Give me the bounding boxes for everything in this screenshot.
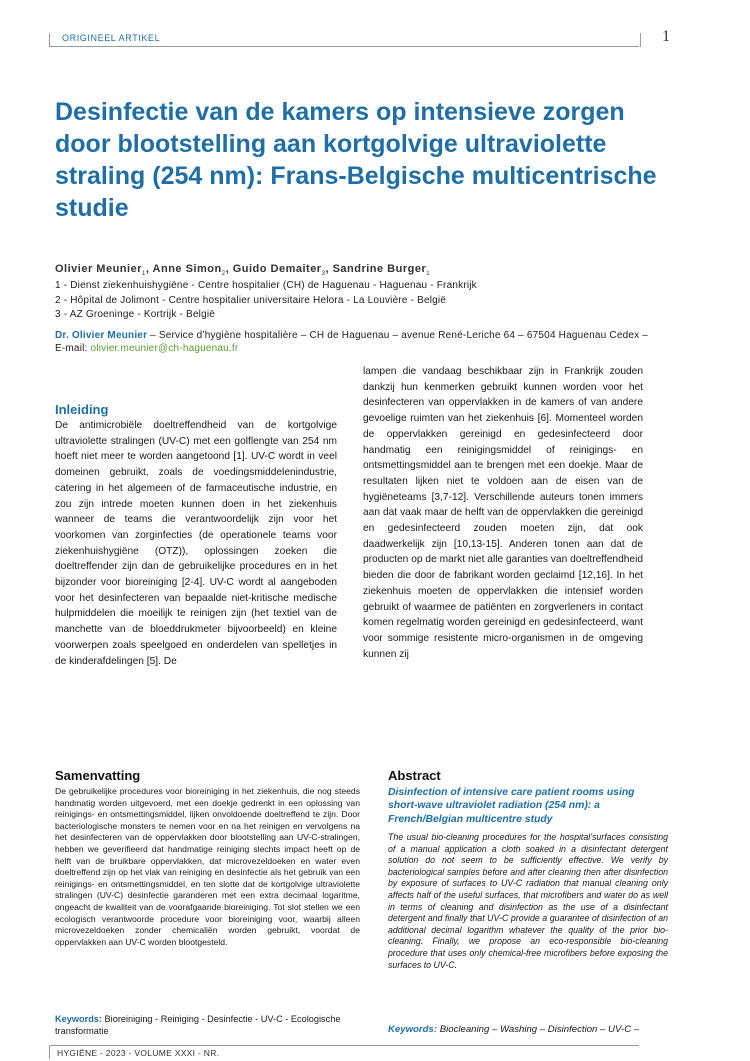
keywords-values: Bioreiniging - Reiniging - Desinfectie - UV-C - Ecologische transformatie bbox=[55, 1014, 341, 1036]
abstract-keywords bbox=[388, 1024, 668, 1035]
section-label: ORIGINEEL ARTIKEL bbox=[62, 33, 161, 43]
summary-heading: Samenvatting bbox=[55, 768, 141, 783]
footer-journal-info: HYGIËNE - 2023 - VOLUME XXXI - NR. bbox=[57, 1048, 220, 1058]
header-right-rule bbox=[640, 33, 641, 47]
header-rule bbox=[49, 46, 639, 47]
keywords-label: Keywords: bbox=[55, 1014, 102, 1024]
footer-left-rule bbox=[49, 1045, 50, 1059]
abstract-text: The usual bio-cleaning procedures for the hospital’surfaces consisting of a manual application a cloth soaked in a disinfectant detergent solution do not seem to be sufficiently effective. We verify by bacteriological samples before and after cleaning then after disinfection by exposure of surfaces to UV-C radiation that manual cleaning only affects half of the useful surfaces, that microfibers and water do as well in terms of cleaning and disinfection as the use of a disinfectant detergent and finally that UV-C provide a guarantee of disinfection of an additional decimal logarithm whatever the quality of the prior bio-cleaning. Finally, we propose an eco-responsible bio-cleaning procedure that uses only chemical-free microfibers before exposing the surfaces to UV-C. bbox=[388, 832, 668, 970]
author-name: Olivier Meunier bbox=[55, 263, 142, 275]
keywords-values: Biocleaning – Washing – Disinfection – UV-C – bbox=[437, 1024, 640, 1035]
correspondence-name: Dr. Olivier Meunier bbox=[55, 330, 148, 341]
affiliation-1: 1 - Dienst ziekenhuishygiëne - Centre hospitalier (CH) de Haguenau - Haguenau - Frankrijk bbox=[55, 280, 477, 291]
author-affiliation-index: 2 bbox=[221, 271, 226, 278]
summary-text: De gebruikelijke procedures voor bioreiniging in het ziekenhuis, die nog steeds handmatig worden uitgevoerd, met een doekje gedrenkt in een oplossing van reinigings- en ontsmettingsmiddel, lijken onvoldoende doeltreffend te zijn. Door bacteriologische monsters te nemen voor en na het reinigen en vervolgens na het desinfecteren van de oppervlakken door blootstelling aan UV-C-stralingen, hebben we geverifieerd dat handmatige reiniging slechts impact heeft op de helft van de bruikbare oppervlakken, dat microvezeldoeken en water even doeltreffend zijn op het vlak van reiniging en desinfectie als het gebruik van een reinigings- en ontsmettingsmiddel, en ten slotte dat de kortgolvige ultraviolette stralingen (UV-C) desinfectie garanderen met een extra decimaal logaritme, ongeacht de kwaliteit van de voorafgaande bioreiniging. Tot slot stellen we een ecologisch verantwoorde procedure voor bioreiniging voor, waarbij alleen microvezeldoeken zonder chemicaliën worden gebruikt, voordat de oppervlakken aan UV-C worden blootgesteld. bbox=[55, 786, 360, 947]
article-title: Desinfectie van de kamers op intensieve zorgen door blootstelling aan kortgolvige ultraviolette straling (254 nm): Frans-Belgische multicentrische studie bbox=[55, 98, 657, 222]
author-separator: , bbox=[325, 263, 333, 275]
intro-left-column: De antimicrobiële doeltreffendheid van de kortgolvige ultraviolette stralingen (UV-C) met een golflengte van 254 nm hoeft niet meer te worden aangetoond [1]. UV-C wordt in veel domeinen gebruikt, zoals de voedingsmiddelenindustrie, catering in het algemeen of de farmaceutische industrie, en zou zijn intrede moeten kunnen doen in het ziekenhuis wanneer de teams die verantwoordelijk zijn voor het voorkomen van zorginfecties (de operationele teams voor ziekenhuishygiëne (OTZ)), oplossingen zoeken die doeltreffender zijn dan de gebruikelijke procedures en in het bijzonder voor bioreiniging [2-4]. UV-C wordt al aangeboden voor het desinfecteren van bepaalde niet-kritische medische hulpmiddelen die moeilijk te reinigen zijn (het textiel van de manchette van de bloeddrukmeter bijvoorbeeld) en kleine voorwerpen zoals speelgoed en onderdelen van spelletjes in de kinderafdelingen [5]. De bbox=[55, 420, 337, 667]
abstract-title: Disinfection of intensive care patient rooms using short-wave ultraviolet radiation (254 nm): a French/Belgian multicentre study bbox=[388, 787, 635, 825]
author-name: Sandrine Burger bbox=[332, 263, 427, 275]
affiliation-2: 2 - Hôpital de Jolimont - Centre hospitalier universitaire Helora - La Louvière - België bbox=[55, 295, 447, 306]
author-list bbox=[55, 263, 430, 277]
author-name: Guido Demaiter bbox=[232, 263, 322, 275]
footer-rule bbox=[49, 1045, 639, 1046]
author-separator: , bbox=[225, 263, 233, 275]
correspondence bbox=[55, 329, 655, 355]
summary-keywords bbox=[55, 1014, 360, 1037]
affiliation-3: 3 - AZ Groeninge - Kortrijk - België bbox=[55, 309, 216, 320]
abstract-heading: Abstract bbox=[388, 768, 441, 783]
intro-right-column: lampen die vandaag beschikbaar zijn in Frankrijk zouden dankzij hun kenmerken gebruikt kunnen worden voor het desinfecteren van oppervlakken in de kamers of van andere gevoelige ruimten van het ziekenhuis [6]. Momenteel worden de oppervlakken gereinigd en gedesinfecteerd door handmatig een reinigingsmiddel of reinigings- en ontsmettingsmiddel aan te brengen met een doekje. Maar de resultaten lijken niet te voldoen aan de eisen van de hygiëneteams [3,7-12]. Verschillende auteurs tonen immers aan dat vaak maar de helft van de oppervlakken die gereinigd en gedesinfecteerd zouden moeten zijn, dat ook daadwerkelijk zijn [10,13-15]. Anderen tonen aan dat de producten op de markt niet alle garanties van doeltreffendheid bieden die door de fabrikant worden geclaimd [12,16]. In het ziekenhuis moeten de oppervlakken die intensief worden gebruikt of waarmee de patiënten en zorgverleners in contact komen regelmatig worden gereinigd en gedesinfecteerd, want voor sommige resistente micro-organismen in de omgeving kunnen zij bbox=[363, 366, 643, 660]
correspondence-email-link[interactable]: olivier.meunier@ch-haguenau.fr bbox=[90, 343, 239, 354]
author-affiliation-index: 3 bbox=[321, 271, 326, 278]
author-name: Anne Simon bbox=[152, 263, 222, 275]
keywords-label: Keywords: bbox=[388, 1024, 438, 1035]
intro-heading: Inleiding bbox=[55, 402, 109, 417]
author-separator: , bbox=[145, 263, 153, 275]
page-number: 1 bbox=[662, 28, 670, 45]
author-affiliation-index: 1 bbox=[141, 271, 146, 278]
correspondence-address: – Service d’hygiène hospitalière – CH de Haguenau – avenue René-Leriche 64 – 67504 Haguenau Cedex – E-mail: bbox=[55, 330, 649, 354]
header-left-rule bbox=[49, 33, 50, 47]
author-affiliation-index: 1 bbox=[426, 271, 431, 278]
